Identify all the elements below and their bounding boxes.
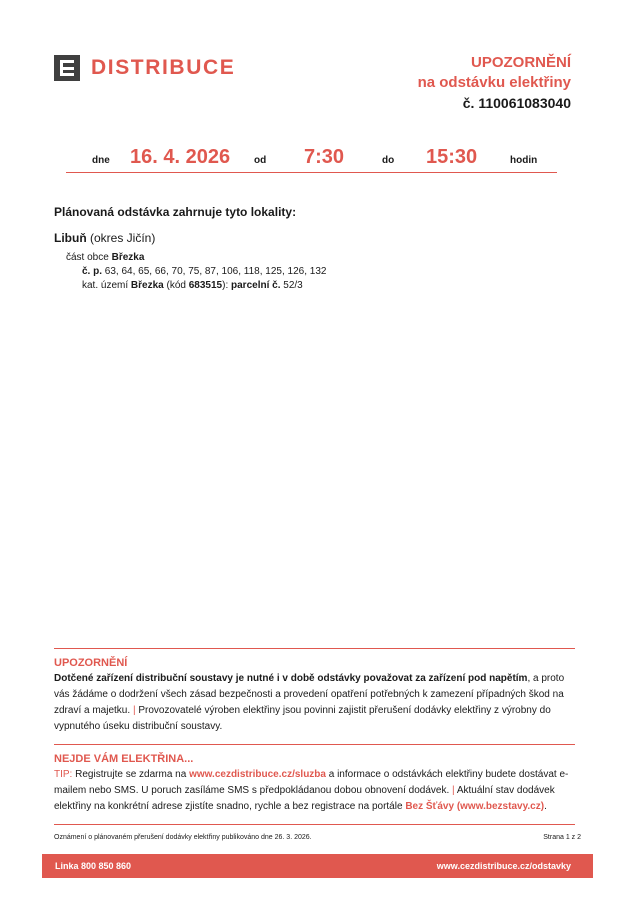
from-label: od <box>254 155 267 166</box>
tip-title: NEJDE VÁM ELEKTŘINA... <box>54 753 194 765</box>
house-numbers-line <box>82 265 574 279</box>
cez-logo <box>54 55 235 81</box>
cadastre-line <box>82 279 574 293</box>
house-label: č. p. <box>82 266 103 277</box>
info-section <box>54 648 575 825</box>
warning-bold: Dotčené zařízení distribuční soustavy je nutné i v době odstávky považovat za zařízení pod napětím <box>54 673 528 684</box>
footer-bar <box>42 854 593 878</box>
tip-end: . <box>544 801 547 812</box>
part-name: Březka <box>111 252 145 263</box>
locations-intro: Plánovaná odstávka zahrnuje tyto lokality: <box>54 205 297 219</box>
notice-subtitle: na odstávku elektřiny <box>417 74 571 91</box>
divider <box>54 744 575 745</box>
divider <box>54 648 575 649</box>
time-to: 15:30 <box>426 146 478 168</box>
cadastre-label: kat. území <box>82 280 129 291</box>
notice-title: UPOZORNĚNÍ <box>470 54 571 71</box>
warning-text-2: Provozovatelé výroben elektřiny jsou povinni zajistit přerušení dodávky elektřiny z výrobny do vypnutého úseku distribuční soustavy. <box>54 705 551 732</box>
warning-text <box>54 671 575 735</box>
tip-label: TIP: <box>54 769 73 780</box>
tip-separator: | <box>452 785 455 796</box>
portal-link[interactable]: (www.bezstavy.cz) <box>456 801 545 812</box>
warning-title: UPOZORNĚNÍ <box>54 657 128 669</box>
portal-name: Bez Šťávy <box>405 801 455 812</box>
registration-link[interactable]: www.cezdistribuce.cz/sluzba <box>189 769 326 780</box>
outage-date: 16. 4. 2026 <box>130 146 231 168</box>
published-note: Oznámení o plánovaném přerušení dodávky elektřiny publikováno dne 26. 3. 2026. <box>54 834 312 841</box>
notice-header <box>418 53 571 113</box>
logo-text: DISTRIBUCE <box>91 56 236 79</box>
time-from: 7:30 <box>304 146 345 168</box>
hours-label: hodin <box>510 155 538 166</box>
schedule-row <box>66 142 557 173</box>
page-number: Strana 1 z 2 <box>543 834 581 841</box>
warning-text-1: , a proto vás žádáme o dodržení všech zásad bezpečnosti a provedení opatření potřebných k zamezení případných škod na zdraví a majetku. <box>54 673 565 716</box>
warning-separator: | <box>132 705 136 716</box>
cadastre-code: 683515 <box>188 280 223 291</box>
cadastre-code-end: ): <box>222 280 229 291</box>
parcel-label: parcelní č. <box>231 280 281 291</box>
to-label: do <box>382 155 395 166</box>
locality-heading <box>54 231 574 245</box>
notice-number: č. 110061083040 <box>462 95 571 111</box>
tip-text-2: a informace o odstávkách elektřiny budete dostávat e-mailem nebo SMS. U poruch zasíláme SMS s předpokládanou dobou obnovení dodávek. <box>54 769 569 796</box>
cez-logo-icon <box>54 55 80 81</box>
cadastre-name: Březka <box>130 280 164 291</box>
tip-text-3: Aktuální stav dodávek elektřiny na konkrétní adrese zjistíte snadno, rychle a bez registrace na portále <box>54 785 555 812</box>
district-name: (okres Jičín) <box>90 231 156 245</box>
cadastre-code-label: (kód <box>166 280 186 291</box>
tip-text <box>54 767 575 815</box>
hotline: Linka 800 850 860 <box>55 861 132 871</box>
municipality-name: Libuň <box>54 231 87 245</box>
divider <box>54 824 575 825</box>
footer-website-link[interactable]: www.cezdistribuce.cz/odstavky <box>436 861 571 871</box>
tip-text-1: Registrujte se zdarma na <box>75 769 187 780</box>
locations-section <box>54 205 574 293</box>
parcel-number: 52/3 <box>283 280 303 291</box>
house-numbers: 63, 64, 65, 66, 70, 75, 87, 106, 118, 125, 126, 132 <box>104 266 327 277</box>
municipality-part <box>66 251 574 265</box>
date-label: dne <box>92 155 110 166</box>
part-label: část obce <box>66 252 109 263</box>
